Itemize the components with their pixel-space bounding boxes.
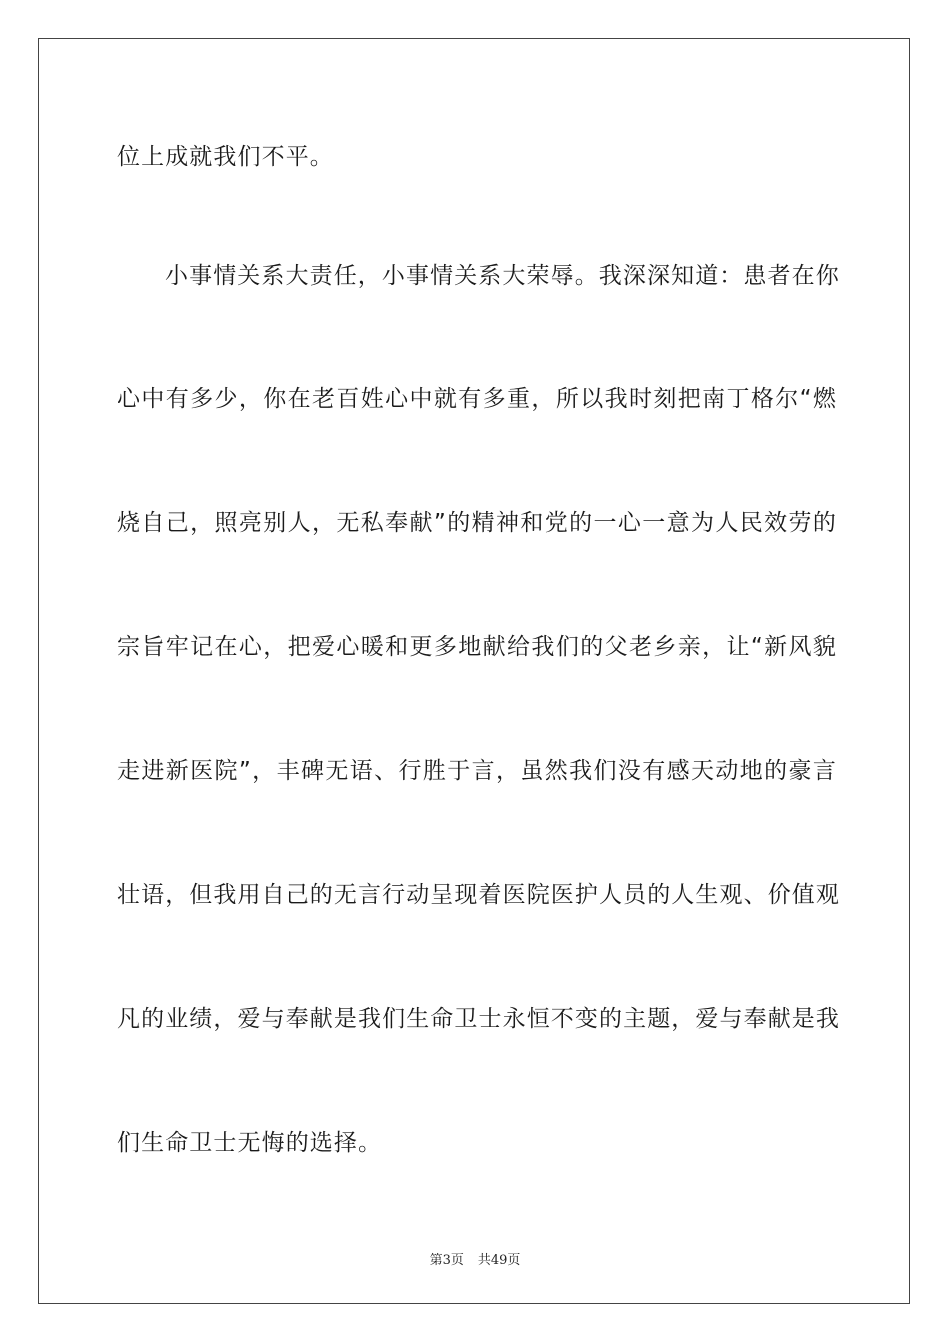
page-number: 第3页 [429,1253,464,1268]
body-line-2: 小事情关系大责任，小事情关系大荣辱。我深深知道：患者在你 [165,263,840,289]
page-footer [0,1249,950,1268]
body-line-4: 烧自己，照亮别人，无私奉献”的精神和党的一心一意为人民效劳的 [117,510,837,536]
body-line-3: 心中有多少，你在老百姓心中就有多重，所以我时刻把南丁格尔“燃 [117,386,837,412]
body-line-8: 凡的业绩，爱与奉献是我们生命卫士永恒不变的主题，爱与奉献是我 [117,1006,840,1032]
body-line-6: 走进新医院”，丰碑无语、行胜于言，虽然我们没有感天动地的豪言 [117,758,837,784]
body-line-7: 壮语，但我用自己的无言行动呈现着医院医护人员的人生观、价值观 [117,882,840,908]
page-border [38,38,910,1304]
body-line-9: 们生命卫士无悔的选择。 [117,1130,383,1156]
body-line-5: 宗旨牢记在心，把爱心暖和更多地献给我们的父老乡亲，让“新风貌 [117,634,837,660]
body-line-1: 位上成就我们不平。 [117,144,334,170]
total-pages: 共49页 [477,1253,521,1268]
